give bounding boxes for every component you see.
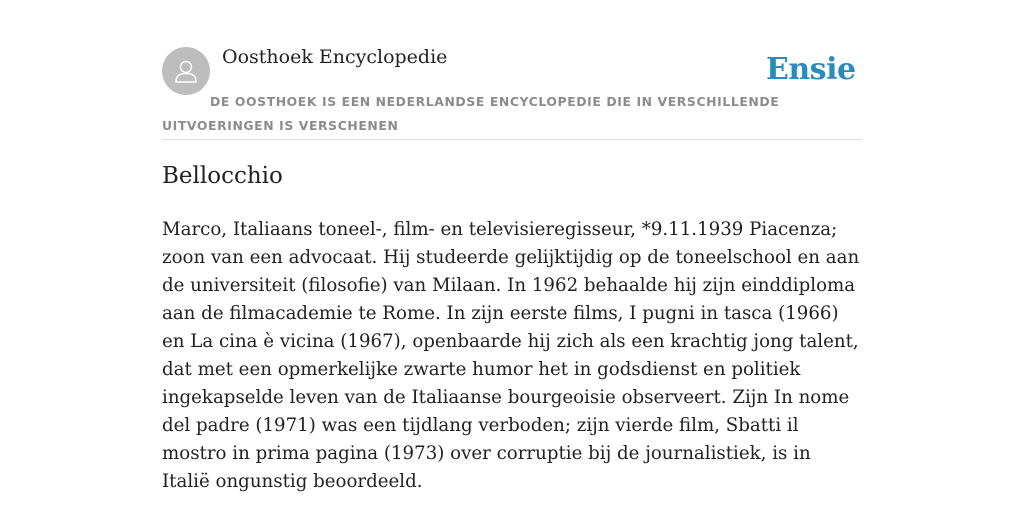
source-tagline: DE OOSTHOEK IS EEN NEDERLANDSE ENCYCLOPEDIE DIE IN VERSCHILLENDE UITVOERINGEN IS VERSCHENEN <box>162 94 780 133</box>
source-title-link[interactable]: Oosthoek Encyclopedie <box>222 46 448 68</box>
article-title: Bellocchio <box>162 163 283 189</box>
user-icon <box>171 56 201 86</box>
brand-logo[interactable]: Ensie <box>766 52 856 87</box>
avatar[interactable] <box>162 47 210 95</box>
article-body: Marco, Italiaans toneel-, film- en televisieregisseur, *9.11.1939 Piacenza; zoon van een advocaat. Hij studeerde gelijktijdig op de toneelschool en aan de universiteit (filosofie) van Milaan. In 1962 behaalde hij zijn einddiploma aan de filmacademie te Rome. In zijn eerste films, I pugni in tasca (1966) en La cina è vicina (1967), openbaarde hij zich als een krachtig jong talent, dat met een opmerkelijke zwarte humor het in godsdienst en politiek ingekapselde leven van de Italiaanse bourgeoisie observeert. Zijn In nome del padre (1971) was een tijdlang verboden; zijn vierde film, Sbatti il mostro in prima pagina (1973) over corruptie bij de journalistiek, is in Italië ongunstig beoordeeld. <box>162 219 860 492</box>
header-divider <box>162 139 862 140</box>
